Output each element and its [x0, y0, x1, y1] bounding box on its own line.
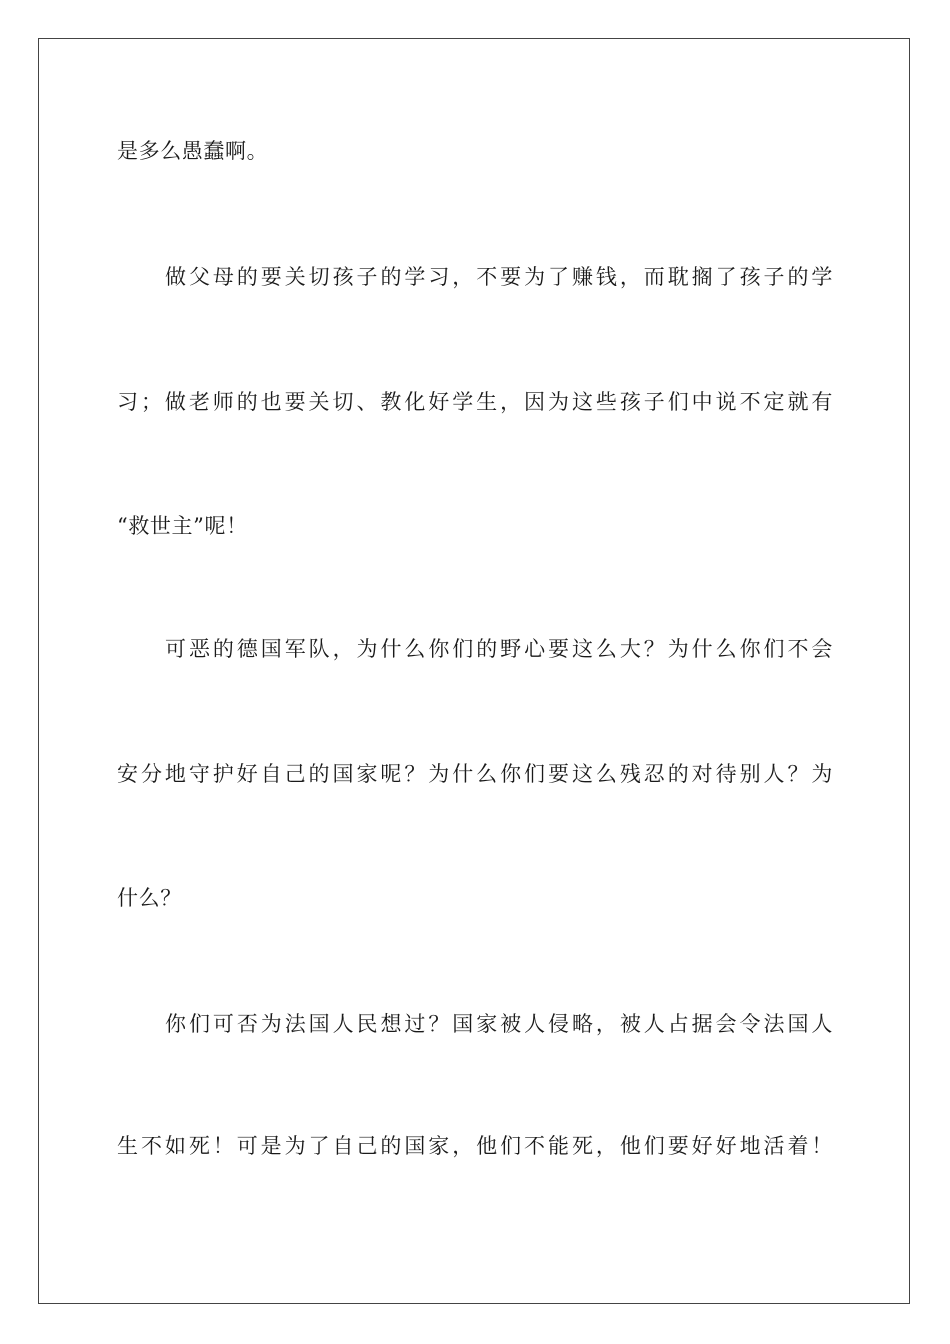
page-frame [38, 38, 910, 1304]
text-line: “救世主”呢！ [117, 514, 248, 538]
text-line: 什么？ [117, 886, 182, 910]
text-line: 习；做老师的也要关切、教化好学生，因为这些孩子们中说不定就有 [117, 390, 833, 414]
text-line: 做父母的要关切孩子的学习，不要为了赚钱，而耽搁了孩子的学 [165, 265, 833, 289]
text-line: 是多么愚蠢啊。 [117, 139, 269, 163]
text-line: 可恶的德国军队，为什么你们的野心要这么大？为什么你们不会 [165, 637, 833, 661]
text-line: 你们可否为法国人民想过？国家被人侵略，被人占据会令法国人 [165, 1012, 833, 1036]
text-line: 安分地守护好自己的国家呢？为什么你们要这么残忍的对待别人？为 [117, 762, 833, 786]
text-line: 生不如死！可是为了自己的国家，他们不能死，他们要好好地活着！ [117, 1134, 833, 1158]
